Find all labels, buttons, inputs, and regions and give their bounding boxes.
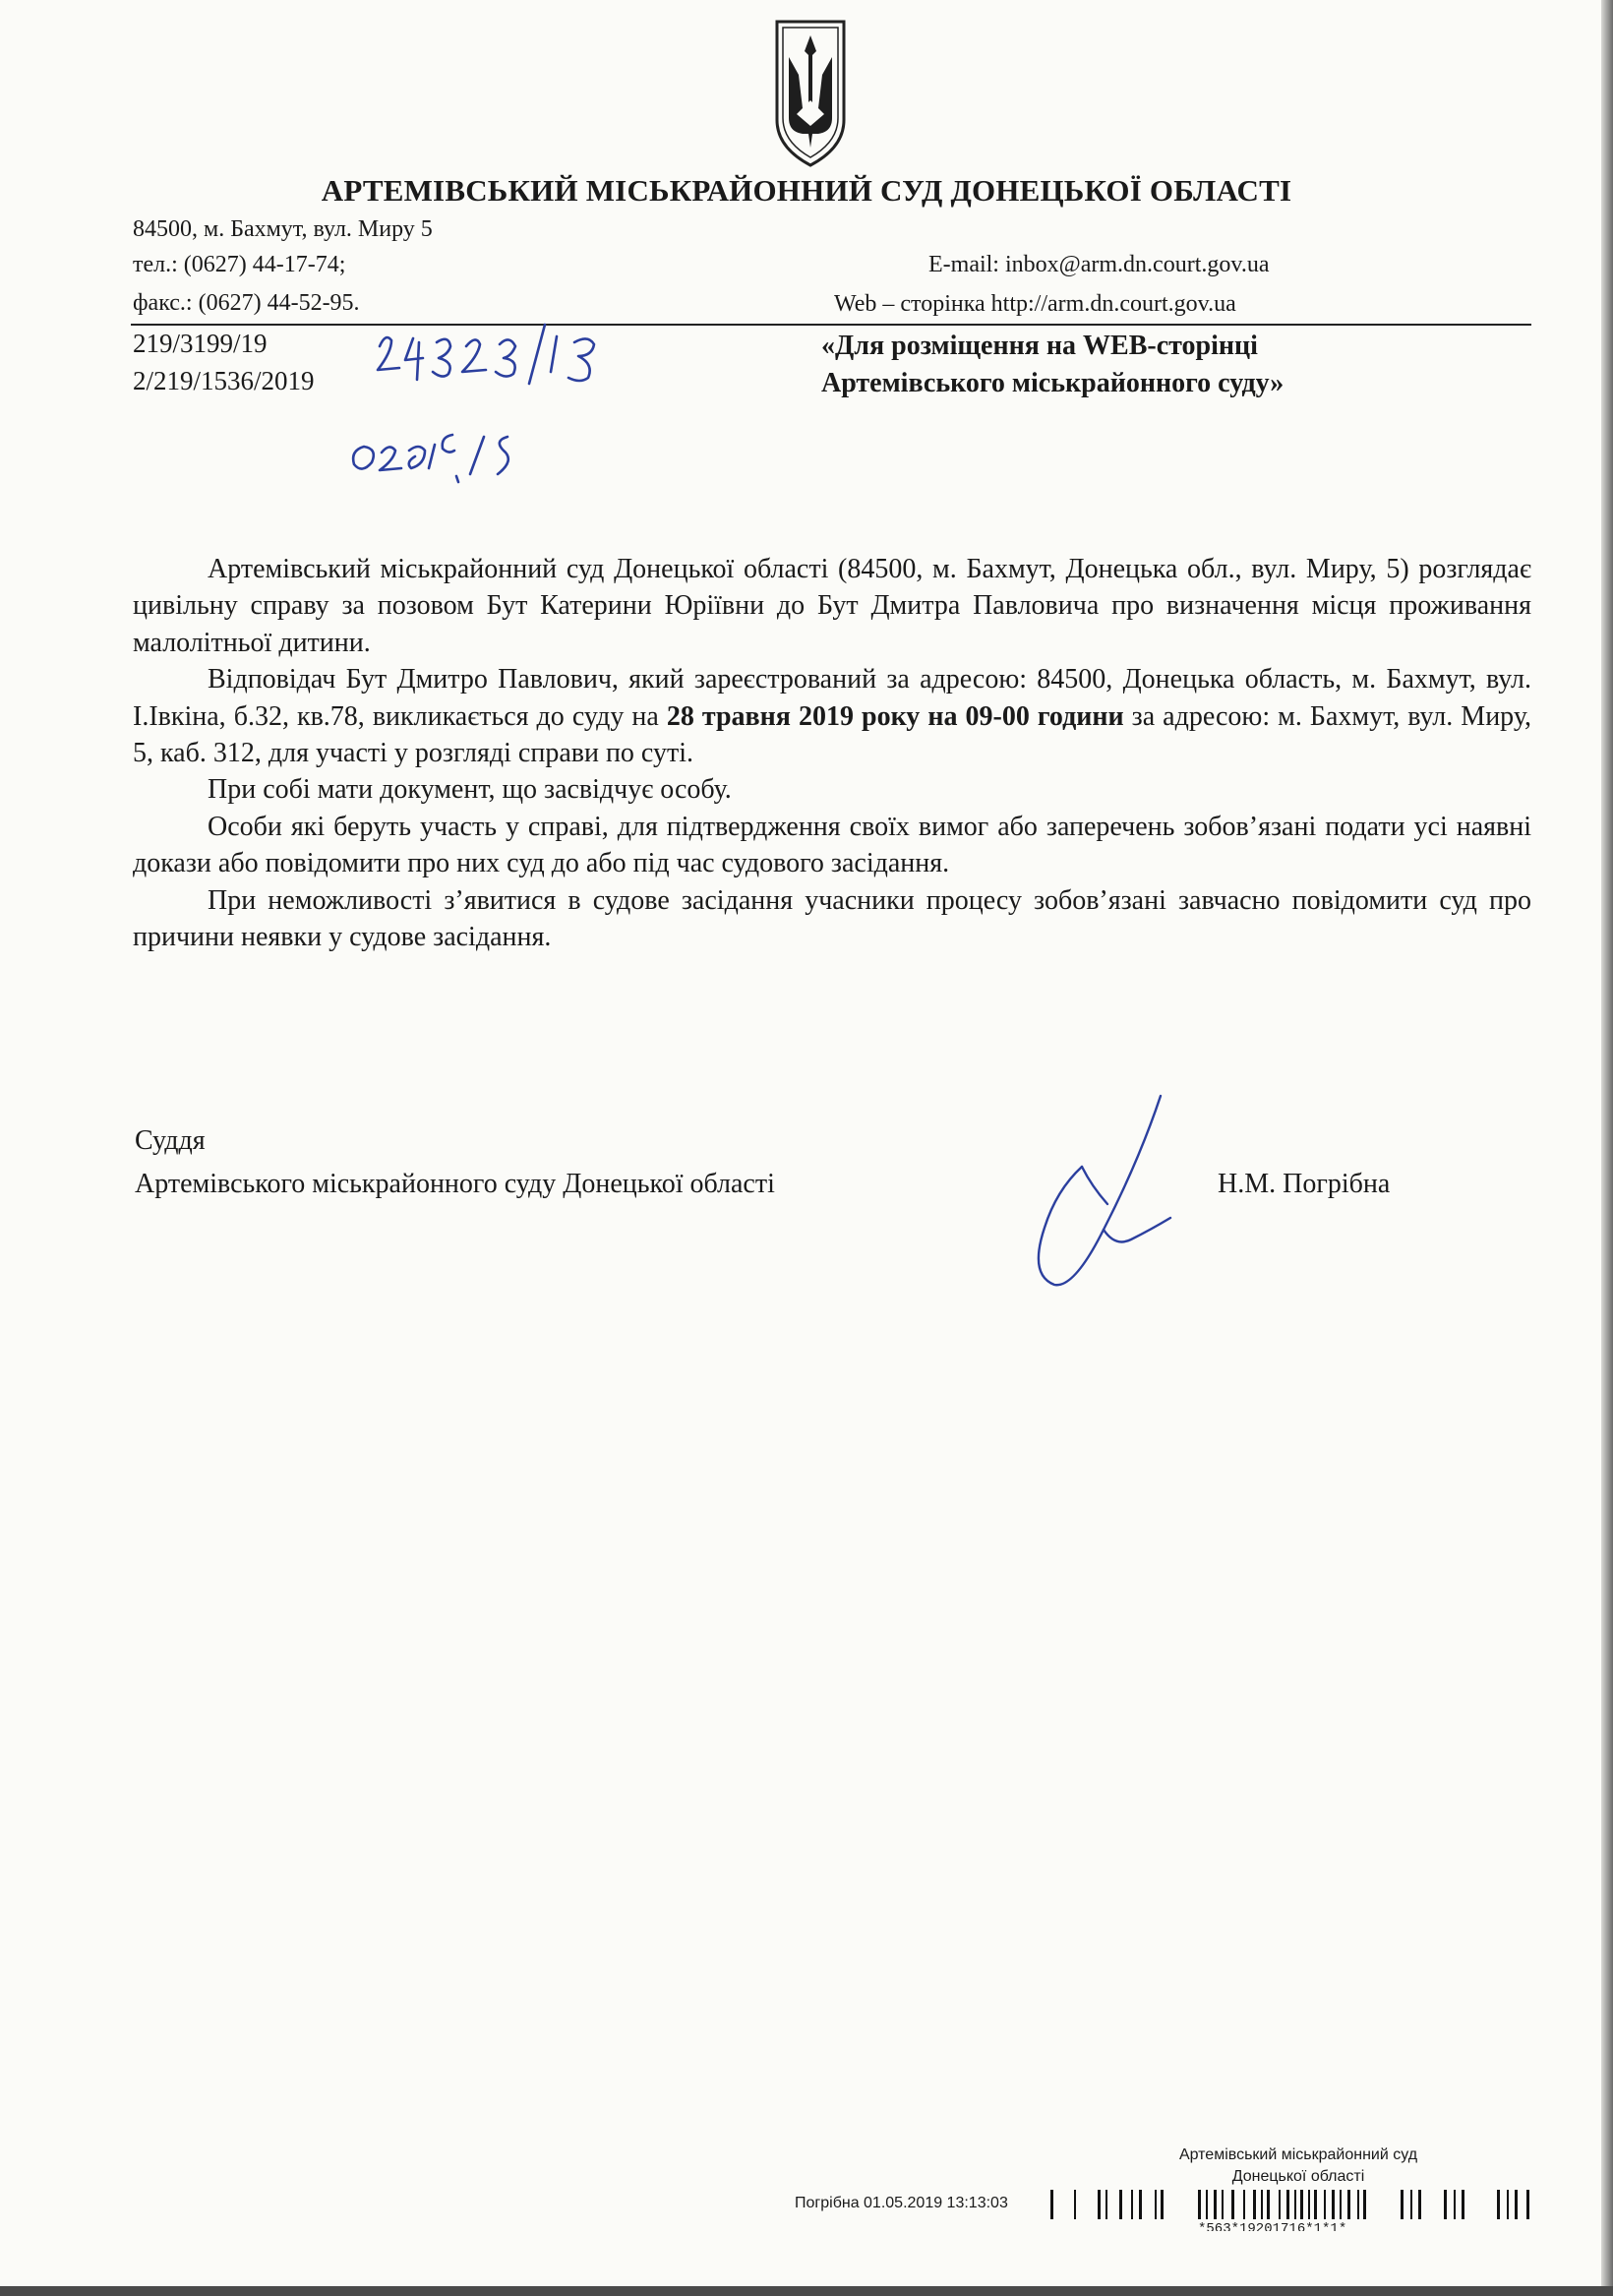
signatory-role: Суддя [135, 1125, 206, 1156]
hearing-date: 28 травня 2019 року на 09-00 години [666, 700, 1124, 732]
barcode [1050, 2190, 1532, 2219]
court-name-heading: АРТЕМІВСЬКИЙ МІСЬКРАЙОННИЙ СУД ДОНЕЦЬКОЇ ОБЛАСТІ [321, 173, 1292, 208]
proceeding-number: 2/219/1536/2019 [133, 366, 315, 395]
notice-line-1: «Для розміщення на WEB-сторінці [821, 331, 1258, 361]
stamp-court-line-1: Артемівський міськрайонний суд [1178, 2146, 1418, 2163]
scan-edge-right [1601, 0, 1613, 2296]
summons-body [133, 551, 1531, 955]
court-email: E-mail: inbox@arm.dn.court.gov.ua [928, 252, 1270, 277]
paragraph-defendant-summons [133, 661, 1531, 771]
court-address: 84500, м. Бахмут, вул. Миру 5 [133, 216, 433, 242]
hearing-location-text: за адресою: м. Бахмут, вул. Миру, 5, каб. 312, для участі у розгляді справи по суті. [133, 700, 1532, 769]
header-divider [131, 324, 1531, 326]
stamp-court-line-2: Донецької області [1231, 2168, 1365, 2185]
paragraph-evidence: Особи які беруть участь у справі, для підтвердження своїх вимог або заперечень зобов’язані подати усі наявні докази або повідомити про них суд до або під час судового засідання. [133, 811, 1531, 879]
court-fax: факс.: (0627) 44-52-95. [133, 290, 360, 316]
stamp-user-timestamp: Погрібна 01.05.2019 13:13:03 [795, 2195, 1008, 2211]
case-number: 219/3199/19 [133, 329, 268, 358]
scan-edge-bottom [0, 2286, 1613, 2296]
paragraph-case-description: Артемівський міськрайонний суд Донецької області (84500, м. Бахмут, Донецька обл., вул. Миру, 5) розглядає цивільну справу за позовом Бут Катерини Юріївни до Бут Дмитра Павловича про визначення місця проживання малолітньої дитини. [133, 554, 1531, 658]
handwritten-registration-number [372, 321, 604, 390]
notice-line-2: Артемівського міськрайонного суду» [821, 368, 1284, 398]
court-phone: тел.: (0627) 44-17-74; [133, 252, 346, 277]
signatory-court: Артемівського міськрайонного суду Донецької області [135, 1169, 775, 1199]
trident-coat-of-arms-icon [773, 18, 848, 167]
judge-signature [1013, 1092, 1190, 1294]
paragraph-id-document: При собі мати документ, що засвідчує особу. [208, 774, 732, 806]
barcode-number: *563*19201716*1*1* [1198, 2221, 1347, 2231]
judge-name: Н.М. Погрібна [1218, 1169, 1391, 1199]
court-website: Web – сторінка http://arm.dn.court.gov.ua [834, 291, 1236, 317]
defendant-address-text: Відповідач Бут Дмитро Павлович, який зареєстрований за адресою: 84500, Донецька область, м. Бахмут, вул. І.Івкіна, б.32, кв.78, викликається до суду на [133, 664, 1531, 732]
handwritten-received-date [346, 417, 543, 496]
paragraph-absence-notice: При неможливості з’явитися в судове засідання учасники процесу зобов’язані завчасно повідомити суд про причини неявки у судове засідання. [133, 884, 1531, 953]
